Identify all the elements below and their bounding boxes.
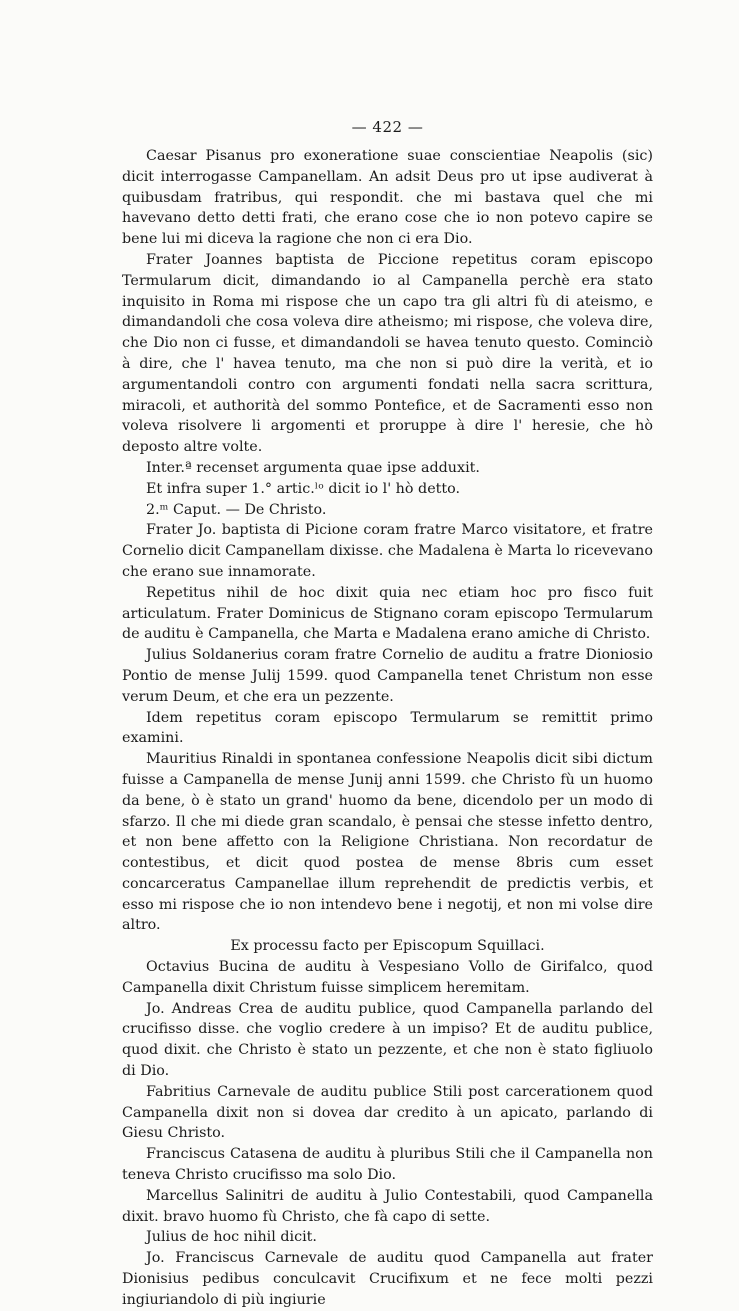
paragraph: Octavius Bucina de auditu à Vespesiano Vollo de Girifalco, quod Campanella dixit Christum fuisse simplicem heremitam. [122, 959, 653, 996]
chapter-heading: 2.ᵐ Caput. — De Christo. [146, 501, 327, 518]
paragraph: Frater Joannes baptista de Piccione repetitus coram episcopo Termularum dicit, dimandando io al Campanella perchè era stato inquisito in Roma mi rispose che un capo tra gli altri fù di ateismo, e dimandandoli che cosa voleva dire atheismo; mi rispose, che voleva dire, che Dio non ci fusse, et dimandandoli se havea tenuto questo. Cominciò à dire, che l' havea tenuto, ma che non si può dire la verità, et io argumentandoli contro con argumenti fondati nella sacra scrittura, miracoli, et authorità del sommo Pontefice, et de Sacramenti esso non voleva risolvere li argomenti et proruppe à dire l' heresie, che hò deposto altre volte. [122, 251, 653, 456]
paragraph: Julius de hoc nihil dicit. [146, 1229, 317, 1246]
paragraph: Julius Soldanerius coram fratre Cornelio de auditu a fratre Dioniosio Pontio de mense Julij 1599. quod Campanella tenet Christum non esse verum Deum, et che era un pezzente. [122, 647, 653, 705]
paragraph: Fabritius Carnevale de auditu publice Stili post carcerationem quod Campanella dixit non si dovea dar credito à un apicato, parlando di Giesu Christo. [122, 1083, 653, 1142]
paragraph: Caesar Pisanus pro exoneratione suae conscientiae Neapolis (sic) dicit interrogasse Campanellam. An adsit Deus pro ut ipse audiverat à quibusdam fratribus, qui respondit. che mi bastava quel che mi havevano detto detti frati, che erano cose che io non potevo capire se bene lui mi diceva la ragione che non ci era Dio. [122, 148, 653, 248]
paragraph: Jo. Franciscus Carnevale de auditu quod Campanella aut frater Dionisius pedibus conculcavit Crucifixum et ne fece molti pezzi ingiuriandolo di più ingiurie [122, 1250, 653, 1308]
paragraph: Inter.ª recenset argumenta quae ipse adduxit. [146, 459, 480, 476]
body-text [122, 146, 653, 1311]
paragraph: Et infra super 1.° artic.ˡᵒ dicit io l' hò detto. [146, 480, 461, 497]
section-heading: Ex processu facto per Episcopum Squillaci. [230, 938, 545, 955]
paragraph: Franciscus Catasena de auditu à pluribus Stili che il Campanella non teneva Christo crucifisso ma solo Dio. [122, 1146, 653, 1184]
paragraph: Jo. Andreas Crea de auditu publice, quod Campanella parlando del crucifisso disse. che voglio credere à un impiso? Et de auditu publice, quod dixit. che Christo è stato un pezzente, et che non è stato figliuolo di Dio. [122, 1000, 653, 1080]
paragraph: Idem repetitus coram episcopo Termularum se remittit primo examini. [122, 709, 653, 747]
paragraph: Mauritius Rinaldi in spontanea confessione Neapolis dicit sibi dictum fuisse a Campanella de mense Junij anni 1599. che Christo fù un huomo da bene, ò è stato un grand' huomo da bene, dicendolo per un modo di sfarzo. Il che mi diede gran scandalo, è pensai che stesse infetto dentro, et non bene affetto con la Religione Christiana. Non recordatur de contestibus, et dicit quod postea de mense 8bris cum esset concarceratus Campanellae illum reprehendit de predictis verbis, et esso mi rispose che io non intendevo bene i negotij, et non mi volse dire altro. [122, 751, 653, 934]
paragraph: Frater Jo. baptista di Picione coram fratre Marco visitatore, et fratre Cornelio dicit Campanellam dixisse. che Madalena è Marta lo ricevevano che erano sue innamorate. [122, 522, 653, 580]
paragraph: Repetitus nihil de hoc dixit quia nec etiam hoc pro fisco fuit articulatum. Frater Dominicus de Stignano coram episcopo Termularum de auditu è Campanella, che Marta e Madalena erano amiche di Christo. [122, 584, 653, 643]
paragraph: Marcellus Salinitri de auditu à Julio Contestabili, quod Campanella dixit. bravo huomo fù Christo, che fà capo di sette. [122, 1187, 653, 1225]
page-number: — 422 — [351, 118, 424, 136]
